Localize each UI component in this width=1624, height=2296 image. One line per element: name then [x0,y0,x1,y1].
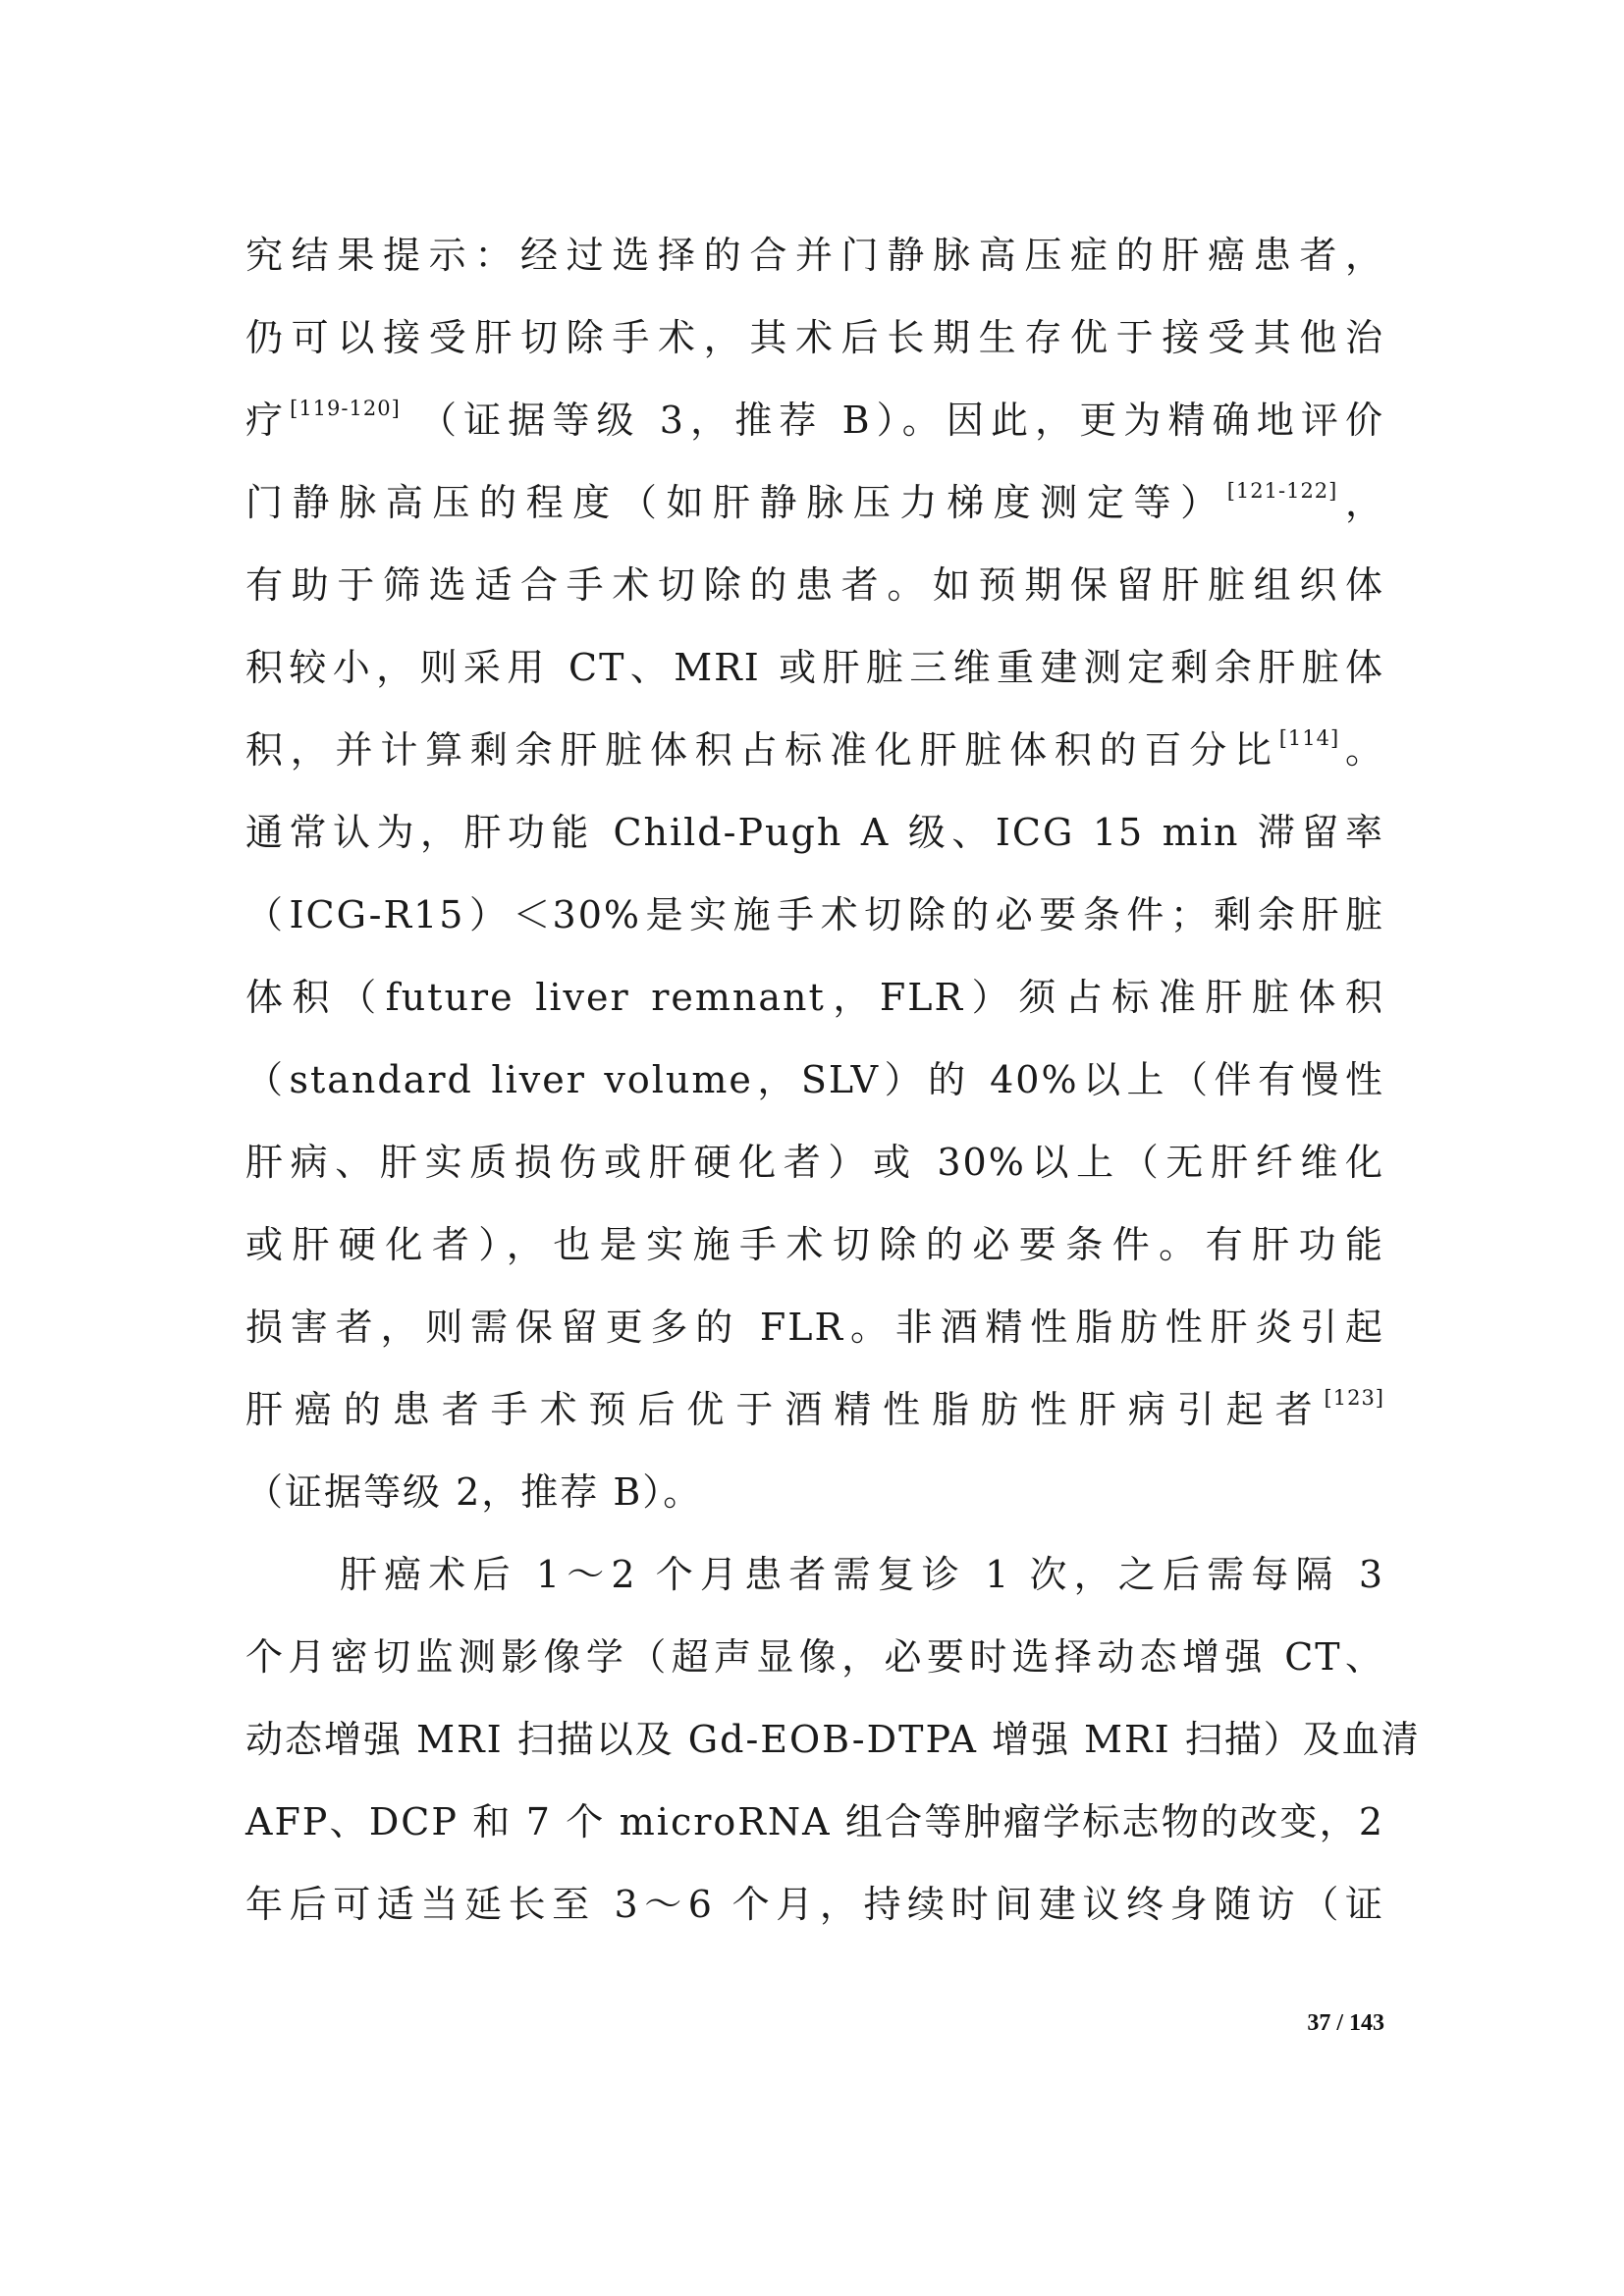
text-line [245,1698,1421,1781]
text-line [245,379,1384,461]
text-line [245,1203,1384,1286]
text-segment: 有助于筛选适合手术切除的患者。如预期保留肝脏组织体 [245,563,1384,607]
text-line [245,709,1384,791]
text-segment: 仍可以接受肝切除手术，其术后长期生存优于接受其他治 [245,316,1384,359]
text-line [245,214,1384,296]
body-text [245,214,1421,1946]
text-line [245,1616,1384,1698]
text-line [245,1368,1384,1451]
text-line [245,1451,1384,1533]
text-line [245,626,1384,709]
text-segment: 究结果提示：经过选择的合并门静脉高压症的肝癌患者， [245,234,1384,277]
page-number: 37 / 143 [1307,2010,1384,2036]
text-line [245,1863,1384,1946]
text-line [245,461,1384,544]
text-segment: 肝病、肝实质损伤或肝硬化者）或 30%以上（无肝纤维化 [245,1141,1384,1184]
citation-reference: [119-120] [290,397,401,420]
text-line [245,874,1384,956]
text-segment: 损害者，则需保留更多的 FLR。非酒精性脂肪性肝炎引起 [245,1306,1384,1349]
text-segment: 门静脉高压的程度（如肝静脉压力梯度测定等） [245,481,1227,524]
text-segment: 。 [1339,728,1384,772]
text-segment: 动态增强 MRI 扫描以及 Gd-EOB-DTPA 增强 MRI 扫描）及血清 [245,1718,1421,1761]
text-line [245,296,1384,379]
text-line [245,1039,1384,1121]
text-line [245,791,1384,874]
text-segment: 积较小，则采用 CT、MRI 或肝脏三维重建测定剩余肝脏体 [245,646,1384,689]
text-line [245,1781,1384,1863]
text-segment: （证据等级 3，推荐 B）。因此，更为精确地评价 [400,399,1384,442]
citation-reference: [121-122] [1226,479,1338,503]
text-segment: 年后可适当延长至 3～6 个月，持续时间建议终身随访（证 [245,1883,1384,1926]
citation-reference: [123] [1324,1386,1384,1410]
text-line [245,1286,1384,1368]
text-segment: AFP、DCP 和 7 个 microRNA 组合等肿瘤学标志物的改变，2 [245,1800,1384,1843]
text-segment: 积，并计算剩余肝脏体积占标准化肝脏体积的百分比 [245,728,1279,772]
text-segment: 体积（future liver remnant，FLR）须占标准肝脏体积 [245,976,1384,1019]
citation-reference: [114] [1278,726,1340,750]
text-segment: （ICG-R15）＜30%是实施手术切除的必要条件；剩余肝脏 [245,893,1384,936]
text-line [245,1533,1384,1616]
text-segment: ， [1337,481,1384,524]
text-segment: 肝癌的患者手术预后优于酒精性脂肪性肝病引起者 [245,1388,1325,1431]
text-segment: 通常认为，肝功能 Child-Pugh A 级、ICG 15 min 滞留率 [245,811,1384,854]
text-line [245,956,1384,1039]
text-segment: 或肝硬化者），也是实施手术切除的必要条件。有肝功能 [245,1223,1384,1266]
text-segment: （证据等级 2，推荐 B）。 [245,1470,703,1514]
text-segment: 个月密切监测影像学（超声显像，必要时选择动态增强 CT、 [245,1635,1384,1679]
text-segment: 疗 [245,399,291,442]
text-line [245,544,1384,626]
text-line [245,1121,1384,1203]
text-segment: （standard liver volume，SLV）的 40%以上（伴有慢性 [245,1058,1384,1101]
text-segment: 肝癌术后 1～2 个月患者需复诊 1 次，之后需每隔 3 [340,1553,1384,1596]
